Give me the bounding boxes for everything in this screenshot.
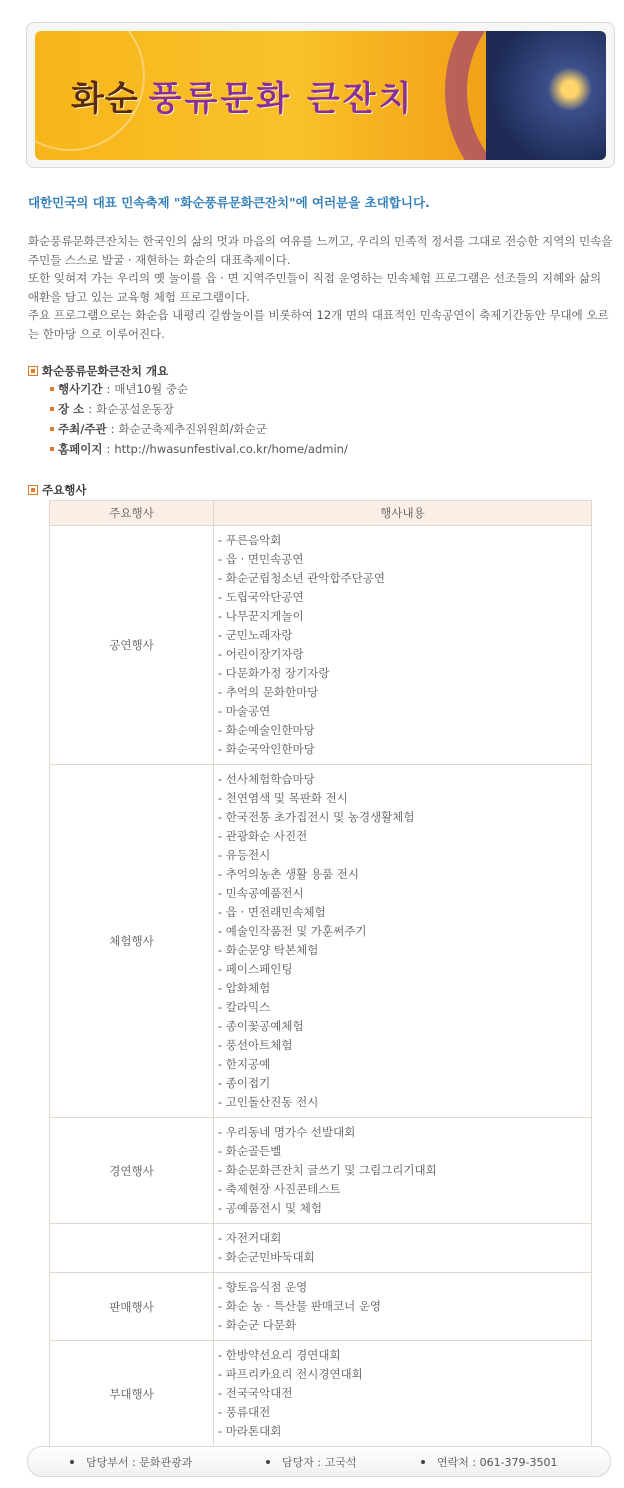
event-item: - 공예품전시 및 체험 <box>218 1201 322 1215</box>
event-item: - 나무꾼지게놀이 <box>218 609 304 623</box>
event-item: - 유등전시 <box>218 848 271 862</box>
event-items <box>214 526 592 765</box>
table-row <box>50 1273 592 1341</box>
overview-value: 화순군축제추진위원회/화순군 <box>118 422 267 436</box>
bullet-icon <box>421 1460 425 1464</box>
table-row <box>50 765 592 1118</box>
event-item: - 풍선아트체험 <box>218 1038 293 1052</box>
event-item: - 추억의농촌 생활 용품 전시 <box>218 867 359 881</box>
table-row <box>50 1118 592 1224</box>
event-item: - 화순군 다문화 <box>218 1318 297 1332</box>
page-headline: 대한민국의 대표 민속축제 "화순풍류문화큰잔치"에 여러분을 초대합니다. <box>28 195 430 210</box>
events-heading-label: 주요행사 <box>42 483 87 497</box>
event-item: - 화순골든벨 <box>218 1144 282 1158</box>
event-item: - 어린이장기자랑 <box>218 647 304 661</box>
event-item: - 마라톤대회 <box>218 1424 282 1438</box>
overview-value: 매년10월 중순 <box>114 382 189 396</box>
event-item: - 푸른음악회 <box>218 533 282 547</box>
event-item: - 화순군립청소년 관악합주단공연 <box>218 571 385 585</box>
event-item: - 한방약선요리 경연대회 <box>218 1348 341 1362</box>
event-item: - 한국전통 초가집전시 및 농경생활체험 <box>218 810 415 824</box>
event-item: - 화순예술인한마당 <box>218 723 315 737</box>
event-item: - 축제현장 사진콘테스트 <box>218 1182 341 1196</box>
event-item: - 도립국악단공연 <box>218 590 304 604</box>
event-item: - 천연염색 및 목판화 전시 <box>218 791 348 805</box>
overview-heading <box>28 363 168 379</box>
event-items <box>214 1341 592 1447</box>
event-item: - 페이스페인팅 <box>218 962 293 976</box>
event-item: - 민속공예품전시 <box>218 886 304 900</box>
contact-footer <box>27 1446 611 1477</box>
festival-banner <box>35 31 606 160</box>
event-item: - 화순 농 · 특산물 판매코너 운영 <box>218 1299 382 1313</box>
event-item: - 전국국악대전 <box>218 1386 293 1400</box>
table-row <box>50 1224 592 1273</box>
footer-contact <box>421 1454 558 1470</box>
bullet-icon <box>50 407 54 411</box>
event-item: - 선사체험학습마당 <box>218 772 315 786</box>
event-category: 부대행사 <box>50 1341 214 1447</box>
event-category: 체험행사 <box>50 765 214 1118</box>
event-item: - 관광화순 사진전 <box>218 829 308 843</box>
homepage-link[interactable]: http://hwasunfestival.co.kr/home/admin/ <box>114 442 348 456</box>
overview-row: 주최/주관 : 화순군축제추진위원회/화순군 <box>50 419 348 439</box>
event-category: 공연행사 <box>50 526 214 765</box>
square-bullet-icon <box>28 485 38 495</box>
bullet-icon <box>70 1460 74 1464</box>
event-item: - 칼라믹스 <box>218 1000 271 1014</box>
banner-frame <box>26 22 615 168</box>
event-item: - 향토음식점 운영 <box>218 1280 308 1294</box>
event-item: - 읍 · 면민속공연 <box>218 552 304 566</box>
overview-list <box>50 379 348 459</box>
event-item: - 화순국악인한마당 <box>218 742 315 756</box>
intro-paragraph: 또한 잊혀져 가는 우리의 옛 놀이를 읍 · 면 지역주민들이 직접 운영하는 민속체험 프로그램은 선조들의 지혜와 삶의 애환을 담고 있는 교육형 체험 프로그램이다. <box>28 271 602 304</box>
event-item: - 마술공연 <box>218 704 271 718</box>
overview-key: 홈페이지 <box>58 442 103 456</box>
column-header: 주요행사 <box>50 501 214 526</box>
events-table <box>49 500 592 1447</box>
footer-dept <box>70 1454 192 1470</box>
overview-value: 화순공설운동장 <box>96 402 174 416</box>
banner-title-part2: 풍류문화 큰잔치 <box>148 79 415 119</box>
event-item: - 화순군민바둑대회 <box>218 1250 315 1264</box>
bullet-icon <box>50 447 54 451</box>
table-row <box>50 1341 592 1447</box>
banner-title <box>71 71 414 120</box>
events-heading <box>28 482 86 498</box>
event-item: - 군민노래자랑 <box>218 628 293 642</box>
overview-row: 홈페이지 : http://hwasunfestival.co.kr/home/admin/ <box>50 439 348 459</box>
events-table-body <box>50 526 592 1447</box>
event-items <box>214 1118 592 1224</box>
overview-row: 행사기간 : 매년10월 중순 <box>50 379 348 399</box>
event-item: - 다문화가정 장기자랑 <box>218 666 330 680</box>
event-item: - 풍류대전 <box>218 1405 271 1419</box>
bullet-icon <box>50 387 54 391</box>
event-item: - 고인돌산진동 전시 <box>218 1095 319 1109</box>
event-category <box>50 1224 214 1273</box>
intro-text <box>28 232 613 343</box>
event-item: - 우리동네 명가수 선발대회 <box>218 1125 356 1139</box>
footer-person-text: 담당자 : 고국석 <box>282 1455 357 1469</box>
event-item: - 파프리카요리 전시경연대회 <box>218 1367 363 1381</box>
event-item: - 자전거대회 <box>218 1231 282 1245</box>
overview-heading-label: 화순풍류문화큰잔치 개요 <box>42 364 169 378</box>
footer-person <box>266 1454 356 1470</box>
bullet-icon <box>50 427 54 431</box>
event-item: - 종이꽃공예체험 <box>218 1019 304 1033</box>
event-items <box>214 765 592 1118</box>
event-category: 경연행사 <box>50 1118 214 1224</box>
overview-key: 장 소 <box>58 402 85 416</box>
banner-title-part1: 화순 <box>71 79 139 119</box>
footer-dept-text: 담당부서 : 문화관광과 <box>86 1455 193 1469</box>
event-items <box>214 1224 592 1273</box>
event-item: - 압화체험 <box>218 981 271 995</box>
overview-key: 주최/주관 <box>58 422 107 436</box>
event-item: - 종이접기 <box>218 1076 271 1090</box>
intro-paragraph: 주요 프로그램으로는 화순읍 내평리 길쌈놀이를 비롯하여 12개 면의 대표적인 민속공연이 축제기간동안 무대에 오르는 한마당 으로 이루어진다. <box>28 308 609 341</box>
footer-contact-text: 연락처 : 061-379-3501 <box>437 1455 558 1469</box>
event-item: - 예술인작품전 및 가훈써주기 <box>218 924 367 938</box>
event-item: - 추억의 문화한마당 <box>218 685 319 699</box>
event-item: - 한지공예 <box>218 1057 271 1071</box>
overview-key: 행사기간 <box>58 382 103 396</box>
square-bullet-icon <box>28 366 38 376</box>
table-row <box>50 526 592 765</box>
bullet-icon <box>266 1460 270 1464</box>
column-header: 행사내용 <box>214 501 592 526</box>
event-item: - 화순문화큰잔치 글쓰기 및 그림그리기대회 <box>218 1163 437 1177</box>
event-items <box>214 1273 592 1341</box>
event-category: 판매행사 <box>50 1273 214 1341</box>
event-item: - 읍 · 면전래민속체험 <box>218 905 326 919</box>
intro-paragraph: 화순풍류문화큰잔치는 한국인의 삶의 멋과 마음의 여유를 느끼고, 우리의 민족적 정서를 그대로 전승한 지역의 민속을 주민들 스스로 발굴 · 재현하는 화순의 대표축제이다. <box>28 234 613 267</box>
banner-torch-image <box>486 31 606 160</box>
event-item: - 화순문양 탁본체험 <box>218 943 319 957</box>
overview-row: 장 소 : 화순공설운동장 <box>50 399 348 419</box>
table-header-row <box>50 501 592 526</box>
